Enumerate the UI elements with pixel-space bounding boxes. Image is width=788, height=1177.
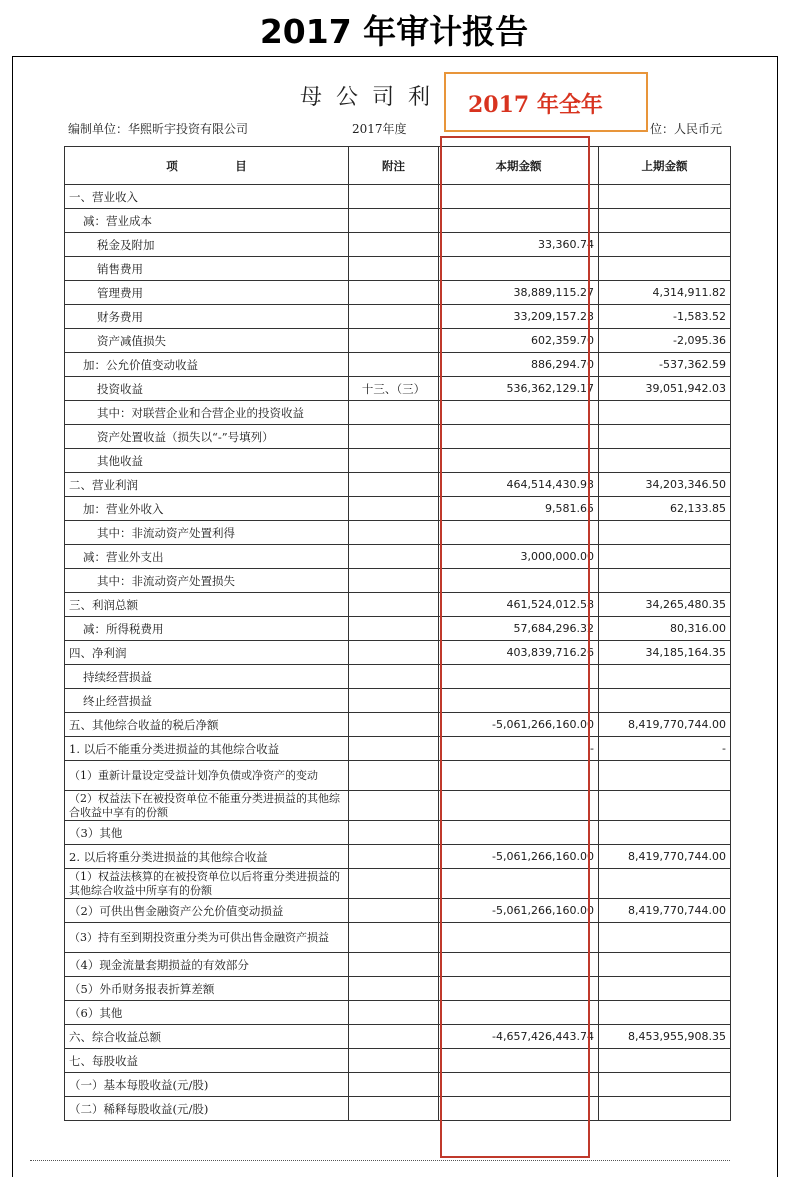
row-item-label: （4）现金流量套期损益的有效部分 xyxy=(65,953,349,977)
year-annotation-box xyxy=(444,72,648,132)
row-prior-amount xyxy=(599,821,731,845)
row-item-label: （一）基本每股收益(元/股) xyxy=(65,1073,349,1097)
row-note xyxy=(349,737,439,761)
table-row xyxy=(65,1097,731,1121)
row-prior-amount xyxy=(599,425,731,449)
table-row xyxy=(65,689,731,713)
row-item-label: 持续经营损益 xyxy=(65,665,349,689)
row-prior-amount xyxy=(599,1049,731,1073)
row-note xyxy=(349,713,439,737)
table-header-row xyxy=(65,147,731,185)
page-title: 2017 年审计报告 xyxy=(259,12,529,51)
row-item-label: 五、其他综合收益的税后净额 xyxy=(65,713,349,737)
year-annotation-label: 2017 年全年 xyxy=(468,92,603,118)
row-prior-amount xyxy=(599,449,731,473)
row-prior-amount xyxy=(599,953,731,977)
table-row xyxy=(65,1073,731,1097)
row-prior-amount xyxy=(599,209,731,233)
row-item-label: （1）权益法核算的在被投资单位以后将重分类进损益的其他综合收益中所享有的份额 xyxy=(65,869,349,899)
row-note xyxy=(349,845,439,869)
row-note xyxy=(349,449,439,473)
row-note xyxy=(349,593,439,617)
row-prior-amount xyxy=(599,791,731,821)
row-item-label: （2）权益法下在被投资单位不能重分类进损益的其他综合收益中享有的份额 xyxy=(65,791,349,821)
table-row xyxy=(65,761,731,791)
table-row xyxy=(65,401,731,425)
row-prior-amount: 8,419,770,744.00 xyxy=(599,713,731,737)
row-note xyxy=(349,899,439,923)
table-row xyxy=(65,641,731,665)
table-row xyxy=(65,665,731,689)
table-row xyxy=(65,1001,731,1025)
header-current-period: 本期金额 xyxy=(439,147,599,185)
row-prior-amount xyxy=(599,569,731,593)
row-note xyxy=(349,953,439,977)
row-prior-amount: 80,316.00 xyxy=(599,617,731,641)
table-row xyxy=(65,185,731,209)
row-current-amount: 536,362,129.17 xyxy=(439,377,599,401)
row-prior-amount xyxy=(599,1073,731,1097)
row-prior-amount: 8,419,770,744.00 xyxy=(599,845,731,869)
row-item-label: （5）外币财务报表折算差额 xyxy=(65,977,349,1001)
table-row xyxy=(65,821,731,845)
table-row xyxy=(65,737,731,761)
table-row xyxy=(65,791,731,821)
row-note xyxy=(349,521,439,545)
row-prior-amount xyxy=(599,923,731,953)
row-prior-amount: -2,095.36 xyxy=(599,329,731,353)
row-prior-amount: 34,185,164.35 xyxy=(599,641,731,665)
row-current-amount: 38,889,115.27 xyxy=(439,281,599,305)
table-row xyxy=(65,1049,731,1073)
row-note xyxy=(349,1049,439,1073)
row-prior-amount xyxy=(599,977,731,1001)
row-item-label: （6）其他 xyxy=(65,1001,349,1025)
row-prior-amount xyxy=(599,1001,731,1025)
row-item-label: 税金及附加 xyxy=(65,233,349,257)
table-row xyxy=(65,617,731,641)
row-note xyxy=(349,641,439,665)
table-row xyxy=(65,953,731,977)
table-row xyxy=(65,713,731,737)
row-prior-amount xyxy=(599,1097,731,1121)
row-item-label: 加：营业外收入 xyxy=(65,497,349,521)
row-note xyxy=(349,329,439,353)
fiscal-year: 2017年度 xyxy=(352,122,407,136)
table-row xyxy=(65,521,731,545)
row-prior-amount: 34,203,346.50 xyxy=(599,473,731,497)
row-prior-amount xyxy=(599,761,731,791)
row-item-label: 其中：非流动资产处置损失 xyxy=(65,569,349,593)
row-item-label: 其中：对联营企业和合营企业的投资收益 xyxy=(65,401,349,425)
row-note xyxy=(349,209,439,233)
row-note xyxy=(349,281,439,305)
table-row xyxy=(65,425,731,449)
row-prior-amount xyxy=(599,869,731,899)
table-row xyxy=(65,329,731,353)
header-prior-period: 上期金额 xyxy=(599,147,731,185)
row-prior-amount xyxy=(599,401,731,425)
row-note xyxy=(349,821,439,845)
table-row xyxy=(65,923,731,953)
row-note xyxy=(349,923,439,953)
row-item-label: 销售费用 xyxy=(65,257,349,281)
table-row xyxy=(65,209,731,233)
row-prior-amount xyxy=(599,185,731,209)
row-prior-amount xyxy=(599,257,731,281)
row-note xyxy=(349,545,439,569)
row-note xyxy=(349,257,439,281)
row-note xyxy=(349,761,439,791)
row-current-amount: - xyxy=(439,737,599,761)
row-item-label: 六、综合收益总额 xyxy=(65,1025,349,1049)
row-note xyxy=(349,869,439,899)
table-row xyxy=(65,233,731,257)
row-prior-amount: 4,314,911.82 xyxy=(599,281,731,305)
row-prior-amount: 8,419,770,744.00 xyxy=(599,899,731,923)
row-item-label: 三、利润总额 xyxy=(65,593,349,617)
row-prior-amount xyxy=(599,545,731,569)
row-current-amount: 33,209,157.23 xyxy=(439,305,599,329)
row-current-amount: -4,657,426,443.74 xyxy=(439,1025,599,1049)
row-current-amount: 33,360.74 xyxy=(439,233,599,257)
row-item-label: 减：营业外支出 xyxy=(65,545,349,569)
row-note xyxy=(349,1097,439,1121)
currency-unit: 位：人民币元 xyxy=(650,122,723,136)
table-row xyxy=(65,869,731,899)
header-note: 附注 xyxy=(349,147,439,185)
table-row xyxy=(65,899,731,923)
row-item-label: 其中：非流动资产处置利得 xyxy=(65,521,349,545)
table-row xyxy=(65,569,731,593)
row-item-label: （3）其他 xyxy=(65,821,349,845)
table-row xyxy=(65,497,731,521)
row-prior-amount xyxy=(599,233,731,257)
row-note xyxy=(349,425,439,449)
row-note xyxy=(349,1025,439,1049)
row-current-amount: -5,061,266,160.00 xyxy=(439,713,599,737)
preparing-entity: 编制单位：华熙昕宇投资有限公司 xyxy=(68,122,249,136)
row-item-label: 财务费用 xyxy=(65,305,349,329)
row-prior-amount: -537,362.59 xyxy=(599,353,731,377)
table-row xyxy=(65,449,731,473)
row-current-amount: 461,524,012.58 xyxy=(439,593,599,617)
statement-title: 母公司利 xyxy=(300,85,445,110)
row-prior-amount xyxy=(599,665,731,689)
row-item-label: 管理费用 xyxy=(65,281,349,305)
row-note xyxy=(349,1073,439,1097)
row-current-amount: -5,061,266,160.00 xyxy=(439,899,599,923)
table-row xyxy=(65,377,731,401)
table-row xyxy=(65,845,731,869)
row-current-amount: 9,581.65 xyxy=(439,497,599,521)
row-note xyxy=(349,353,439,377)
row-item-label: 资产处置收益（损失以“-”号填列） xyxy=(65,425,349,449)
row-item-label: 减：营业成本 xyxy=(65,209,349,233)
row-item-label: （二）稀释每股收益(元/股) xyxy=(65,1097,349,1121)
row-current-amount: 403,839,716.26 xyxy=(439,641,599,665)
row-item-label: 七、每股收益 xyxy=(65,1049,349,1073)
row-prior-amount: -1,583.52 xyxy=(599,305,731,329)
row-current-amount: 3,000,000.00 xyxy=(439,545,599,569)
row-note xyxy=(349,401,439,425)
table-row xyxy=(65,545,731,569)
row-item-label: 一、营业收入 xyxy=(65,185,349,209)
row-note xyxy=(349,791,439,821)
table-row xyxy=(65,1025,731,1049)
row-note xyxy=(349,497,439,521)
row-prior-amount: 62,133.85 xyxy=(599,497,731,521)
row-item-label: 加：公允价值变动收益 xyxy=(65,353,349,377)
row-item-label: （2）可供出售金融资产公允价值变动损益 xyxy=(65,899,349,923)
row-prior-amount: - xyxy=(599,737,731,761)
table-row xyxy=(65,353,731,377)
row-note: 十三、（三） xyxy=(349,377,439,401)
table-row xyxy=(65,977,731,1001)
row-note xyxy=(349,185,439,209)
row-note xyxy=(349,689,439,713)
current-period-highlight xyxy=(440,136,590,1158)
row-current-amount: 464,514,430.93 xyxy=(439,473,599,497)
income-statement-table xyxy=(64,146,731,1121)
header-item: 项 目 xyxy=(65,147,349,185)
row-note xyxy=(349,473,439,497)
row-item-label: 四、净利润 xyxy=(65,641,349,665)
row-current-amount: 886,294.70 xyxy=(439,353,599,377)
row-item-label: 1. 以后不能重分类进损益的其他综合收益 xyxy=(65,737,349,761)
row-item-label: 减：所得税费用 xyxy=(65,617,349,641)
row-prior-amount: 34,265,480.35 xyxy=(599,593,731,617)
table-row xyxy=(65,593,731,617)
row-item-label: 资产减值损失 xyxy=(65,329,349,353)
row-item-label: 2. 以后将重分类进损益的其他综合收益 xyxy=(65,845,349,869)
row-item-label: 投资收益 xyxy=(65,377,349,401)
row-current-amount: 602,359.70 xyxy=(439,329,599,353)
row-note xyxy=(349,1001,439,1025)
row-prior-amount xyxy=(599,521,731,545)
row-item-label: 二、营业利润 xyxy=(65,473,349,497)
table-row xyxy=(65,305,731,329)
row-note xyxy=(349,977,439,1001)
row-note xyxy=(349,305,439,329)
row-current-amount: 57,684,296.32 xyxy=(439,617,599,641)
row-item-label: 终止经营损益 xyxy=(65,689,349,713)
row-note xyxy=(349,617,439,641)
table-row xyxy=(65,257,731,281)
row-prior-amount: 8,453,955,908.35 xyxy=(599,1025,731,1049)
row-item-label: （3）持有至到期投资重分类为可供出售金融资产损益 xyxy=(65,923,349,953)
row-note xyxy=(349,569,439,593)
row-current-amount: -5,061,266,160.00 xyxy=(439,845,599,869)
row-note xyxy=(349,233,439,257)
row-item-label: 其他收益 xyxy=(65,449,349,473)
row-item-label: （1）重新计量设定受益计划净负债或净资产的变动 xyxy=(65,761,349,791)
row-note xyxy=(349,665,439,689)
row-prior-amount xyxy=(599,689,731,713)
table-row xyxy=(65,281,731,305)
table-row xyxy=(65,473,731,497)
row-prior-amount: 39,051,942.03 xyxy=(599,377,731,401)
